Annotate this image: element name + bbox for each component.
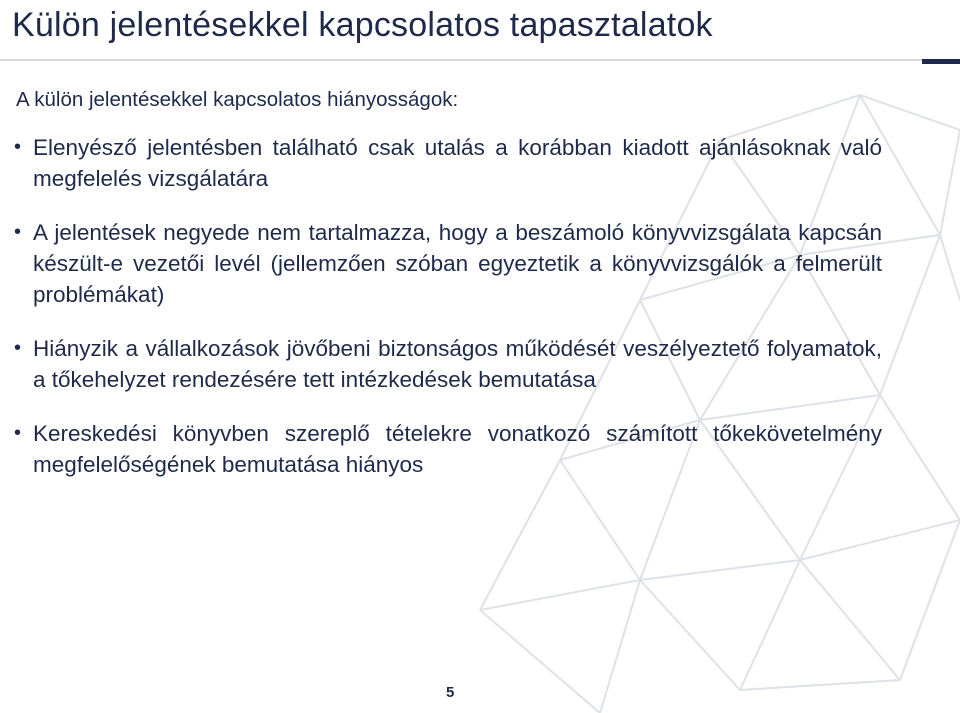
intro-text: A külön jelentésekkel kapcsolatos hiányosságok: <box>16 88 459 111</box>
bullet-text: Hiányzik a vállalkozások jövőbeni biztonságos működését veszélyeztető folyamatok, a tőkehelyzet rendezésére tett intézkedések bemutatása <box>33 336 882 392</box>
bullet-icon: • <box>14 422 22 444</box>
bullet-text: Elenyésző jelentésben található csak utalás a korábban kiadott ajánlásoknak való megfelelés vizsgálatára <box>33 135 882 191</box>
list-item <box>12 217 882 310</box>
bullet-icon: • <box>14 337 22 359</box>
bullet-list <box>12 132 882 503</box>
bullet-icon: • <box>14 221 22 243</box>
bullet-text: A jelentések negyede nem tartalmazza, hogy a beszámoló könyvvizsgálata kapcsán készült-e vezetői levél (jellemzően szóban egyeztetik a könyvvizsgálók a felmerült problémákat) <box>33 220 882 307</box>
page-number: 5 <box>446 684 455 701</box>
list-item <box>12 418 882 480</box>
page-title: Külön jelentésekkel kapcsolatos tapasztalatok <box>12 6 713 44</box>
bullet-text: Kereskedési könyvben szereplő tételekre vonatkozó számított tőkekövetelmény megfelelőségének bemutatása hiányos <box>33 421 882 477</box>
title-divider <box>0 59 922 61</box>
title-divider-accent <box>922 59 960 64</box>
list-item <box>12 333 882 395</box>
bullet-icon: • <box>14 136 22 158</box>
list-item <box>12 132 882 194</box>
